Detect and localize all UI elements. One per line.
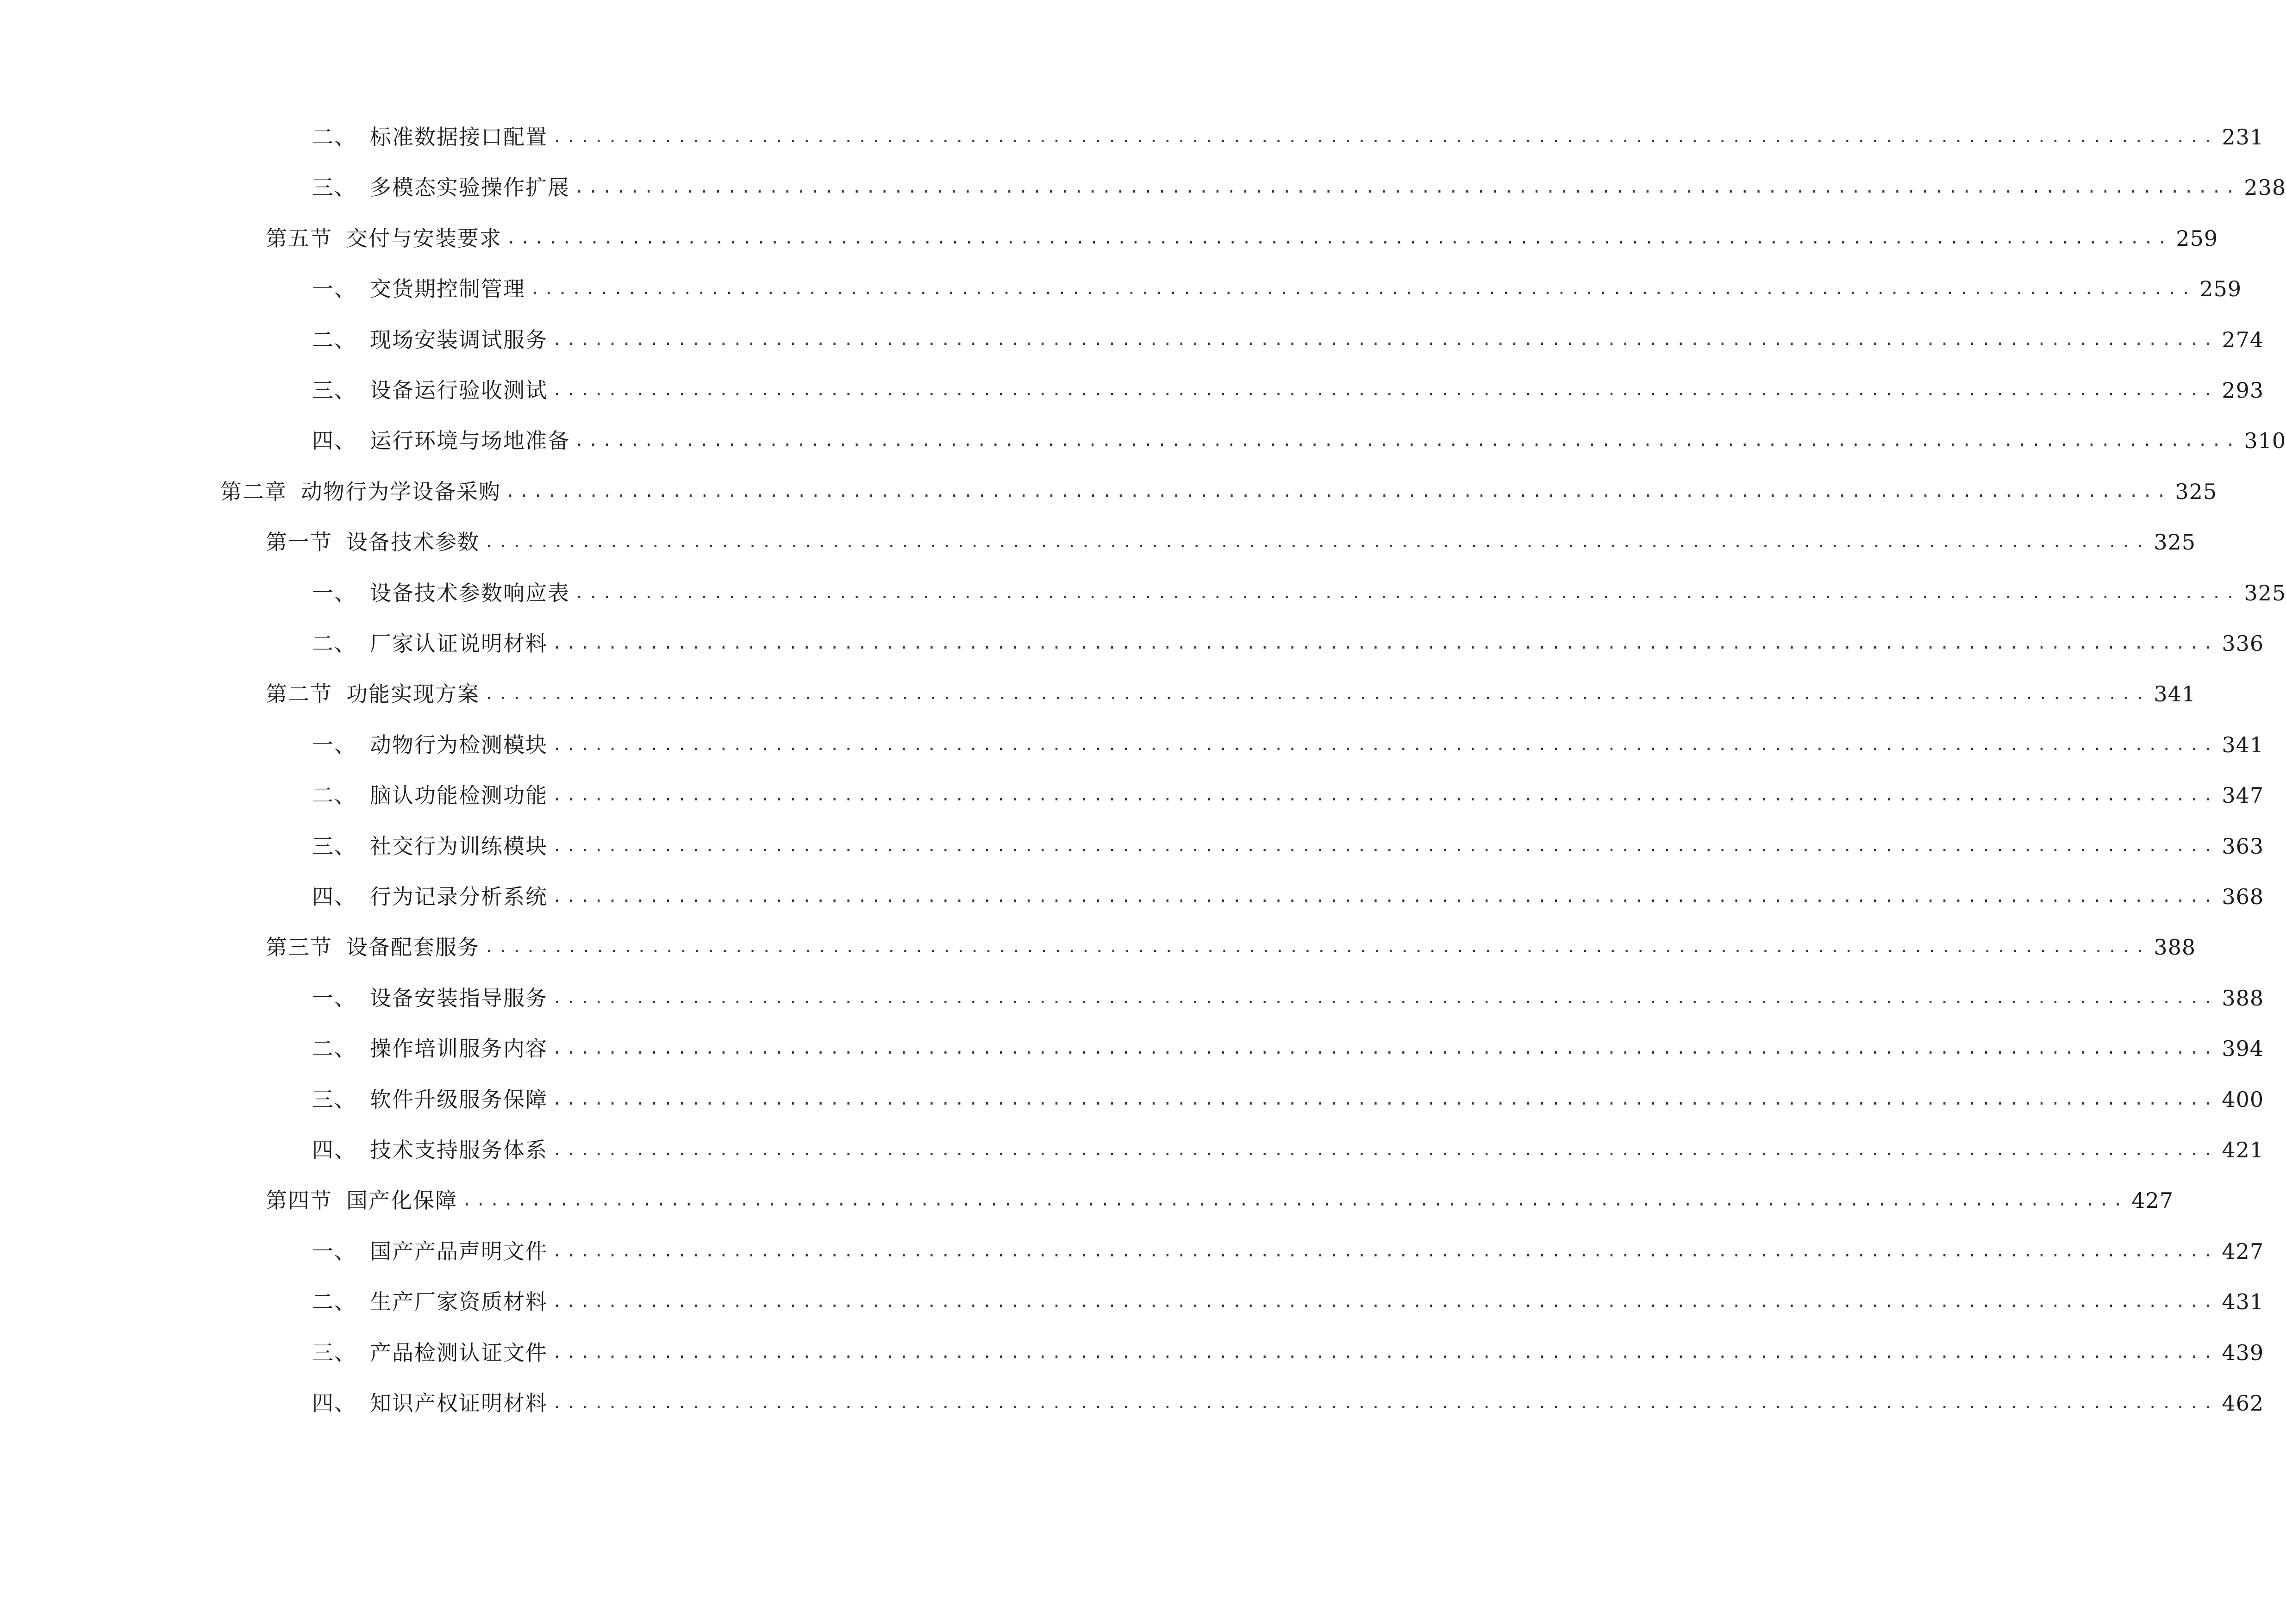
toc-entry-number: 三、 bbox=[312, 175, 356, 200]
toc-entry-title: 国产化保障 bbox=[346, 1188, 457, 1213]
toc-entry-number: 三、 bbox=[312, 378, 356, 403]
toc-entry-title: 设备技术参数响应表 bbox=[370, 581, 570, 606]
toc-entry[interactable] bbox=[266, 526, 2196, 558]
toc-entry-number: 二、 bbox=[312, 327, 356, 352]
toc-entry[interactable] bbox=[312, 1083, 2264, 1116]
toc-leader-dots: ........................................................................................................................ bbox=[484, 685, 2149, 703]
toc-entry-page: 325 bbox=[2244, 581, 2286, 606]
toc-leader-dots: ........................................................................................................................ bbox=[506, 482, 2171, 501]
toc-entry-title: 运行环境与场地准备 bbox=[370, 428, 570, 453]
toc-entry-title: 脑认功能检测功能 bbox=[370, 783, 548, 808]
toc-entry-page: 238 bbox=[2244, 175, 2286, 200]
toc-entry-title: 操作培训服务内容 bbox=[370, 1036, 548, 1061]
toc-entry-number: 二、 bbox=[312, 125, 356, 150]
toc-entry-number: 第一节 bbox=[266, 530, 332, 555]
toc-entry-page: 427 bbox=[2222, 1239, 2264, 1264]
toc-entry-number: 一、 bbox=[312, 581, 356, 606]
toc-entry-page: 388 bbox=[2222, 986, 2264, 1011]
toc-entry-number: 四、 bbox=[312, 428, 356, 453]
toc-leader-dots: ........................................................................................................................ bbox=[552, 1394, 2217, 1412]
toc-entry[interactable] bbox=[312, 273, 2242, 305]
toc-entry-title: 国产产品声明文件 bbox=[370, 1239, 548, 1264]
toc-entry-page: 310 bbox=[2244, 428, 2286, 453]
toc-entry[interactable] bbox=[312, 1286, 2264, 1318]
toc-entry-title: 现场安装调试服务 bbox=[370, 327, 548, 352]
toc-entry-title: 行为记录分析系统 bbox=[370, 884, 548, 909]
toc-entry-number: 第四节 bbox=[266, 1188, 332, 1213]
toc-entry-page: 336 bbox=[2222, 631, 2264, 656]
toc-entry-page: 388 bbox=[2154, 935, 2196, 960]
toc-leader-dots: ........................................................................................................................ bbox=[575, 431, 2240, 450]
toc-entry-title: 知识产权证明材料 bbox=[370, 1391, 548, 1416]
toc-leader-dots: ........................................................................................................................ bbox=[530, 280, 2195, 298]
toc-entry-number: 一、 bbox=[312, 986, 356, 1011]
toc-leader-dots: ........................................................................................................................ bbox=[552, 331, 2217, 349]
toc-entry[interactable] bbox=[312, 779, 2264, 812]
toc-entry-page: 421 bbox=[2222, 1137, 2264, 1162]
toc-leader-dots: ........................................................................................................................ bbox=[552, 381, 2217, 400]
toc-entry-page: 293 bbox=[2222, 378, 2264, 403]
toc-leader-dots: ........................................................................................................................ bbox=[552, 1039, 2217, 1058]
toc-leader-dots: ........................................................................................................................ bbox=[552, 1090, 2217, 1109]
toc-entry-page: 400 bbox=[2222, 1087, 2264, 1112]
toc-entry-number: 第二节 bbox=[266, 681, 332, 706]
toc-leader-dots: ........................................................................................................................ bbox=[484, 938, 2149, 956]
toc-entry-title: 设备安装指导服务 bbox=[370, 986, 548, 1011]
toc-leader-dots: ........................................................................................................................ bbox=[552, 1293, 2217, 1311]
toc-entry-page: 231 bbox=[2222, 125, 2264, 150]
toc-entry[interactable] bbox=[312, 881, 2264, 913]
toc-entry-page: 431 bbox=[2222, 1289, 2264, 1314]
toc-entry-number: 二、 bbox=[312, 1289, 356, 1314]
toc-entry[interactable] bbox=[266, 1184, 2174, 1217]
toc-leader-dots: ........................................................................................................................ bbox=[575, 584, 2240, 602]
toc-entry-page: 363 bbox=[2222, 834, 2264, 859]
toc-entry-number: 二、 bbox=[312, 631, 356, 656]
toc-entry[interactable] bbox=[312, 324, 2264, 356]
toc-entry-title: 标准数据接口配置 bbox=[370, 125, 548, 150]
toc-entry-number: 三、 bbox=[312, 1340, 356, 1365]
toc-entry[interactable] bbox=[312, 1032, 2264, 1065]
toc-entry[interactable] bbox=[312, 1134, 2264, 1166]
toc-entry-number: 一、 bbox=[312, 276, 356, 301]
toc-entry-number: 一、 bbox=[312, 1239, 356, 1264]
toc-entry-title: 设备配套服务 bbox=[346, 935, 480, 960]
toc-entry[interactable] bbox=[266, 678, 2196, 710]
toc-entry-number: 三、 bbox=[312, 1087, 356, 1112]
toc-leader-dots: ........................................................................................................................ bbox=[552, 989, 2217, 1007]
toc-entry-page: 259 bbox=[2176, 226, 2218, 251]
toc-entry[interactable] bbox=[312, 1337, 2264, 1369]
toc-entry-title: 动物行为学设备采购 bbox=[301, 479, 501, 504]
toc-entry-page: 341 bbox=[2154, 681, 2196, 706]
toc-entry[interactable] bbox=[312, 121, 2264, 153]
toc-leader-dots: ........................................................................................................................ bbox=[552, 786, 2217, 805]
toc-entry-number: 第二章 bbox=[220, 479, 287, 504]
toc-entry-page: 427 bbox=[2131, 1188, 2174, 1213]
toc-entry[interactable] bbox=[312, 729, 2264, 761]
toc-entry-page: 347 bbox=[2222, 783, 2264, 808]
toc-entry[interactable] bbox=[312, 425, 2286, 457]
toc-entry-title: 功能实现方案 bbox=[346, 681, 480, 706]
toc-entry[interactable] bbox=[312, 1387, 2264, 1419]
toc-entry-page: 368 bbox=[2222, 884, 2264, 909]
toc-entry-number: 三、 bbox=[312, 834, 356, 859]
toc-entry-title: 产品检测认证文件 bbox=[370, 1340, 548, 1365]
toc-entry-page: 341 bbox=[2222, 732, 2264, 757]
toc-leader-dots: ........................................................................................................................ bbox=[552, 634, 2217, 653]
toc-entry-title: 交货期控制管理 bbox=[370, 276, 525, 301]
toc-entry-title: 技术支持服务体系 bbox=[370, 1137, 548, 1162]
toc-entry-page: 325 bbox=[2154, 530, 2196, 555]
toc-leader-dots: ........................................................................................................................ bbox=[552, 1242, 2217, 1261]
toc-entry-number: 一、 bbox=[312, 732, 356, 757]
toc-entry-page: 259 bbox=[2199, 276, 2242, 301]
toc-entry-title: 社交行为训练模块 bbox=[370, 834, 548, 859]
toc-entry-title: 厂家认证说明材料 bbox=[370, 631, 548, 656]
toc-entry-number: 四、 bbox=[312, 884, 356, 909]
toc-entry-title: 设备运行验收测试 bbox=[370, 378, 548, 403]
toc-entry-number: 四、 bbox=[312, 1391, 356, 1416]
toc-entry[interactable] bbox=[312, 171, 2286, 204]
toc-entry-title: 软件升级服务保障 bbox=[370, 1087, 548, 1112]
toc-leader-dots: ........................................................................................................................ bbox=[552, 837, 2217, 856]
toc-leader-dots: ........................................................................................................................ bbox=[552, 128, 2217, 146]
toc-leader-dots: ........................................................................................................................ bbox=[575, 178, 2240, 197]
toc-entry[interactable] bbox=[312, 577, 2286, 609]
toc-entry[interactable] bbox=[266, 222, 2218, 255]
toc-entry[interactable] bbox=[266, 931, 2196, 963]
toc-entry-title: 生产厂家资质材料 bbox=[370, 1289, 548, 1314]
toc-entry[interactable] bbox=[312, 374, 2264, 406]
toc-entry-page: 439 bbox=[2222, 1340, 2264, 1365]
toc-entry-title: 设备技术参数 bbox=[346, 530, 480, 555]
toc-entry-page: 394 bbox=[2222, 1036, 2264, 1061]
toc-leader-dots: ........................................................................................................................ bbox=[552, 1141, 2217, 1159]
toc-entry-number: 二、 bbox=[312, 1036, 356, 1061]
toc-leader-dots: ........................................................................................................................ bbox=[552, 1343, 2217, 1362]
toc-entry-page: 462 bbox=[2222, 1391, 2264, 1416]
toc-entry-page: 274 bbox=[2222, 327, 2264, 352]
toc-leader-dots: ........................................................................................................................ bbox=[484, 533, 2149, 551]
toc-entry-title: 交付与安装要求 bbox=[346, 226, 502, 251]
toc-entry-number: 第五节 bbox=[266, 226, 332, 251]
toc-entry[interactable] bbox=[312, 1235, 2264, 1268]
toc-entry[interactable] bbox=[312, 627, 2264, 660]
toc-entry[interactable] bbox=[312, 830, 2264, 862]
toc-leader-dots: ........................................................................................................................ bbox=[462, 1191, 2127, 1210]
toc-entry-title: 多模态实验操作扩展 bbox=[370, 175, 570, 200]
toc-entry-title: 动物行为检测模块 bbox=[370, 732, 548, 757]
toc-leader-dots: ........................................................................................................................ bbox=[552, 736, 2217, 754]
toc-entry-page: 325 bbox=[2175, 479, 2217, 504]
toc-entry-number: 第三节 bbox=[266, 935, 332, 960]
toc-leader-dots: ........................................................................................................................ bbox=[506, 229, 2172, 248]
toc-entry[interactable] bbox=[220, 475, 2217, 508]
toc-entry[interactable] bbox=[312, 982, 2264, 1014]
toc-leader-dots: ........................................................................................................................ bbox=[552, 887, 2217, 906]
toc-entry-number: 四、 bbox=[312, 1137, 356, 1162]
toc-entry-number: 二、 bbox=[312, 783, 356, 808]
